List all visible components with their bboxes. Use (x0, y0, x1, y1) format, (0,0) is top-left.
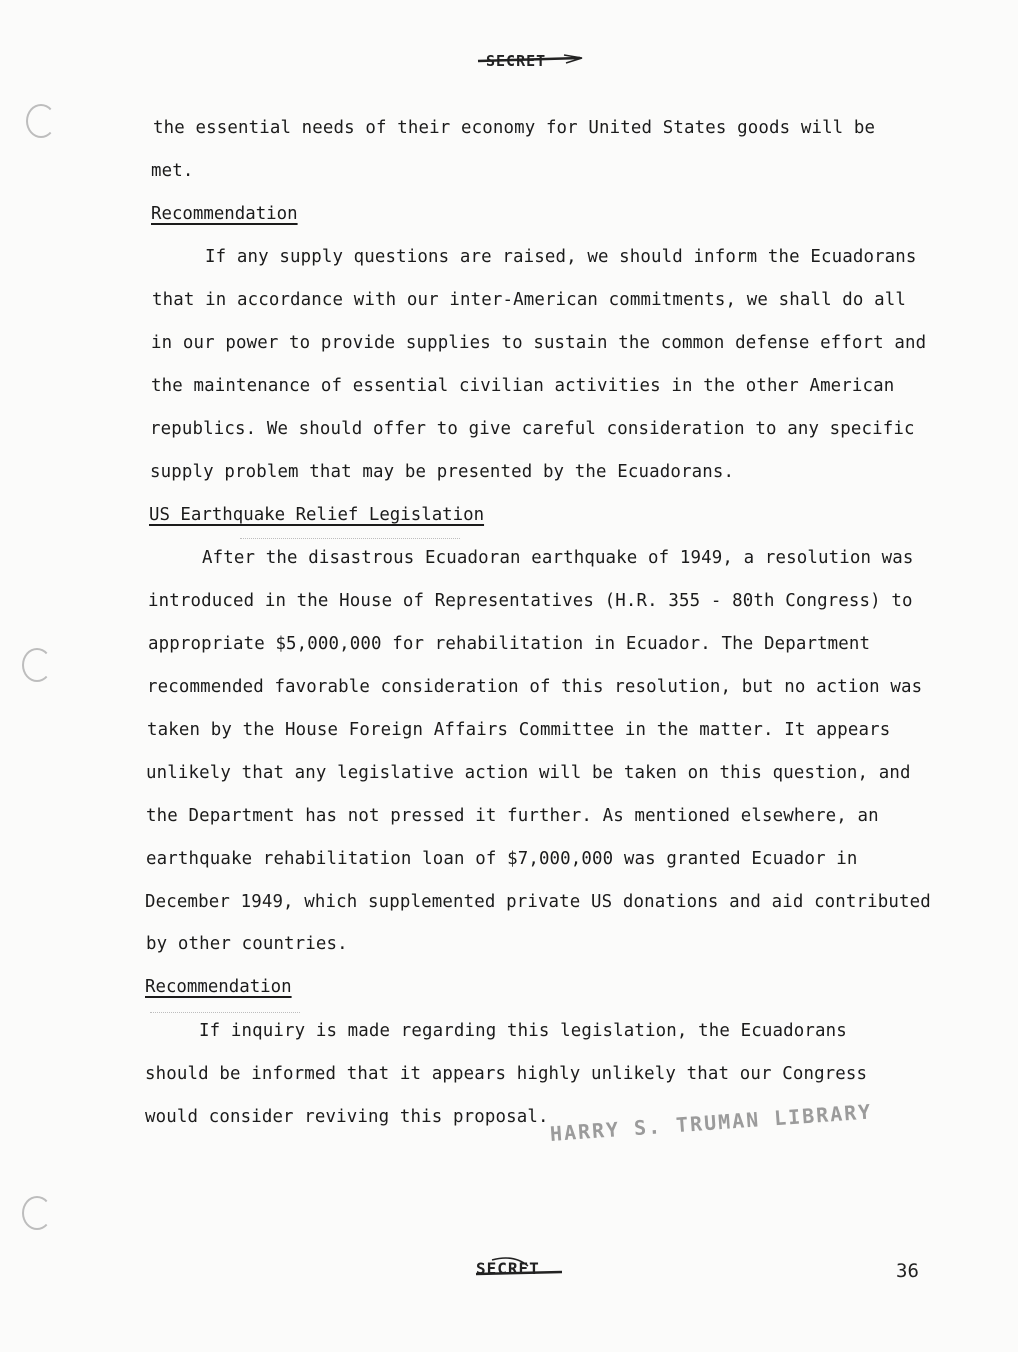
body-line: republics. We should offer to give careful consideration to any specific (150, 419, 915, 439)
section-heading-recommendation-2: Recommendation (145, 977, 292, 997)
library-stamp: HARRY S. TRUMAN LIBRARY (549, 1099, 874, 1146)
body-line: After the disastrous Ecuadoran earthquake of 1949, a resolution was (202, 548, 914, 568)
header-strike-mark (476, 52, 586, 72)
body-line: If any supply questions are raised, we should inform the Ecuadorans (205, 247, 917, 267)
body-line: introduced in the House of Representatives (H.R. 355 - 80th Congress) to (148, 591, 913, 611)
page-number: 36 (896, 1260, 919, 1282)
dotted-guide (240, 538, 460, 540)
body-line: the maintenance of essential civilian activities in the other American (151, 376, 895, 396)
body-line: If inquiry is made regarding this legislation, the Ecuadorans (199, 1021, 847, 1041)
body-line: taken by the House Foreign Affairs Committee in the matter. It appears (147, 720, 891, 740)
punch-hole-middle (22, 648, 52, 682)
footer-classification: SECRET (476, 1259, 540, 1278)
body-line: supply problem that may be presented by the Ecuadorans. (150, 462, 735, 482)
punch-hole-top (26, 104, 56, 138)
body-line: earthquake rehabilitation loan of $7,000,000 was granted Ecuador in (146, 849, 858, 869)
body-line: would consider reviving this proposal. (145, 1107, 549, 1127)
body-line: recommended favorable consideration of this resolution, but no action was (147, 677, 923, 697)
header-classification: SECRET (486, 52, 547, 70)
body-line: should be informed that it appears highly unlikely that our Congress (145, 1064, 868, 1084)
section-heading-earthquake-relief: US Earthquake Relief Legislation (149, 505, 485, 525)
body-line: December 1949, which supplemented private US donations and aid contributed (145, 892, 931, 912)
body-line: in our power to provide supplies to sustain the common defense effort and (151, 333, 927, 353)
body-line: unlikely that any legislative action will be taken on this question, and (146, 763, 911, 783)
body-line: the essential needs of their economy for United States goods will be (153, 118, 876, 138)
body-line: the Department has not pressed it further. As mentioned elsewhere, an (146, 806, 879, 826)
section-heading-recommendation: Recommendation (151, 204, 298, 224)
body-line: by other countries. (146, 934, 348, 954)
footer-strike-mark (470, 1256, 570, 1284)
body-line: met. (151, 161, 194, 181)
body-line: appropriate $5,000,000 for rehabilitation in Ecuador. The Department (148, 634, 871, 654)
body-line: that in accordance with our inter-American commitments, we shall do all (152, 290, 907, 310)
punch-hole-bottom (22, 1196, 52, 1230)
dotted-guide (150, 1012, 300, 1014)
